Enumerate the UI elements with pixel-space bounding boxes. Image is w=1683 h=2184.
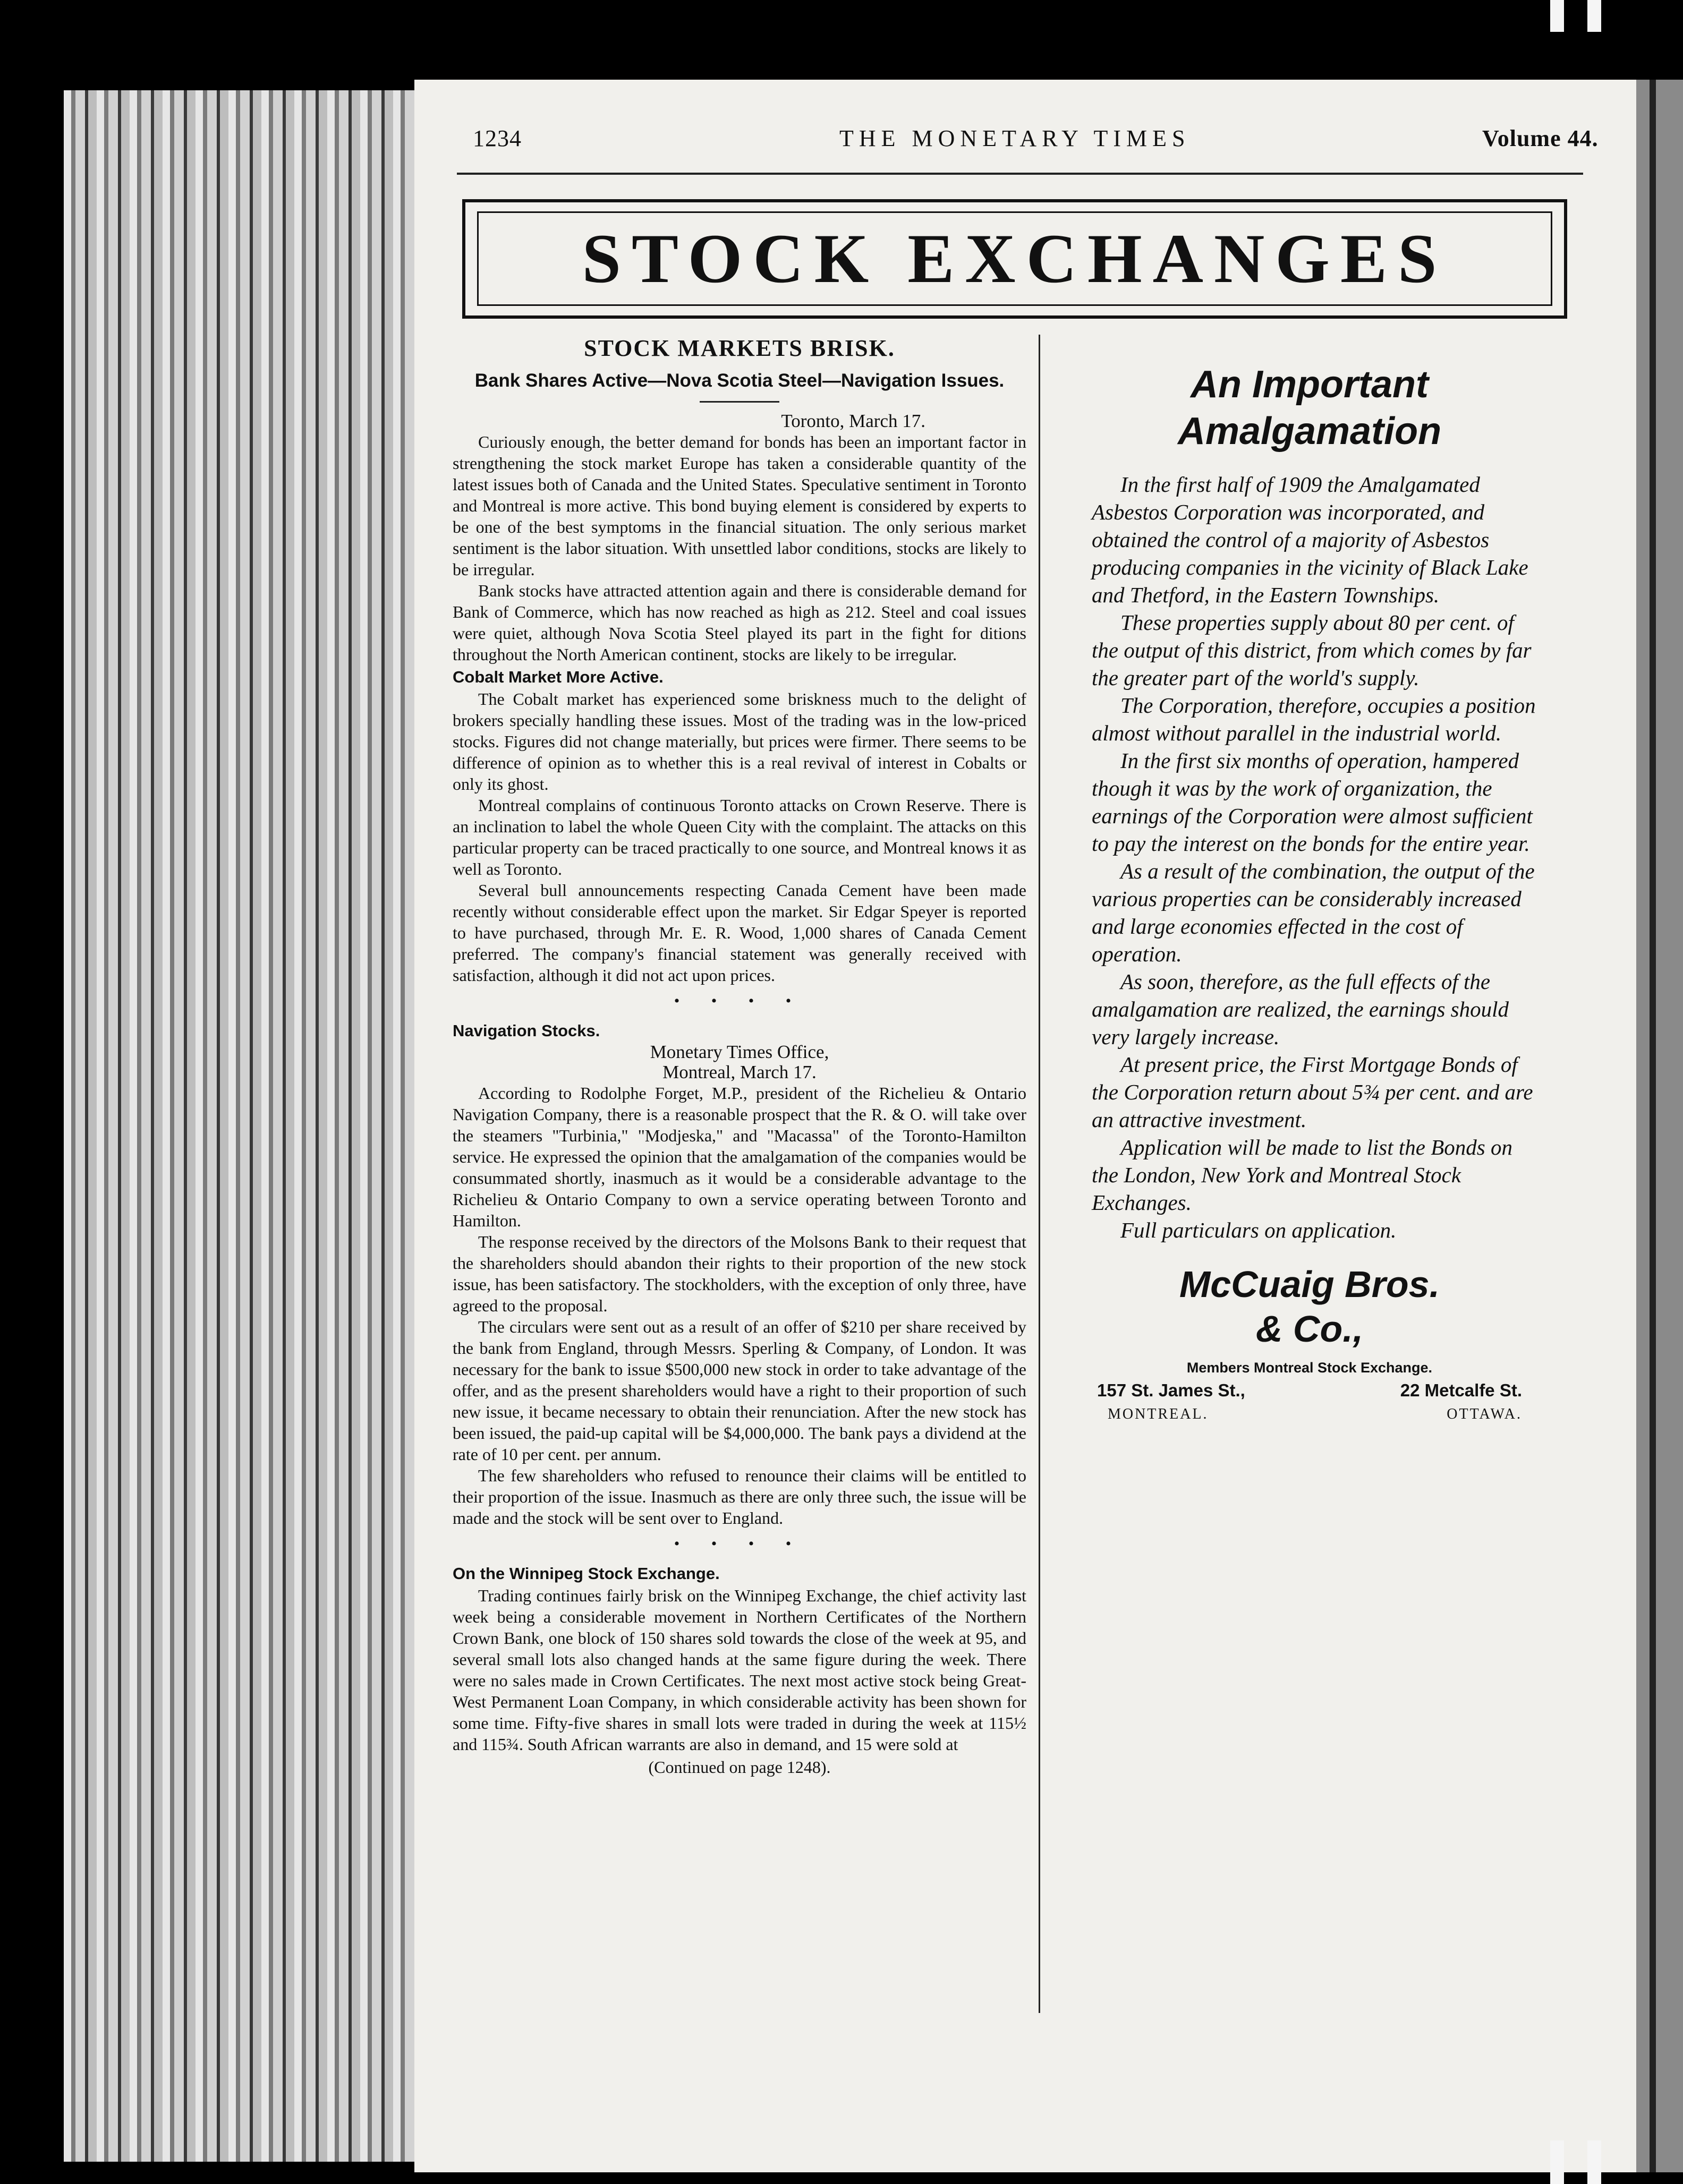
ad-firm-name <box>1055 1262 1565 1351</box>
article-paragraph: According to Rodolphe Forget, M.P., president of the Richelieu & Ontario Navigation Company, there is a reasonable prospect that the R. & O. will take over the steamers "Turbinia," "Modjeska," and "Macassa" of the Toronto-Hamilton service. He expressed the opinion that the amalgamation of the companies would be consummated shortly, inasmuch as it would be a considerable advantage to the Richelieu & Ontario Company to own a service operating between Toronto and Hamilton. <box>453 1084 1026 1230</box>
article-paragraph: The Cobalt market has experienced some briskness much to the delight of brokers specially handling these issues. Most of the trading was in the low-priced stocks. Figures did not change materially, but prices were firmer. There seems to be difference of opinion as to whether this is a real revival of interest in Cobalts or only its ghost. <box>453 689 1026 794</box>
ad-addresses <box>1055 1380 1565 1401</box>
ad-city-ottawa: OTTAWA. <box>1447 1406 1522 1422</box>
header-rule <box>457 173 1583 175</box>
continued-notice: (Continued on page 1248). <box>648 1758 831 1777</box>
subhead-winnipeg: On the Winnipeg Stock Exchange. <box>453 1564 720 1583</box>
ad-headline <box>1055 361 1565 455</box>
scan-mark <box>1587 2140 1601 2184</box>
article-dateline: Toronto, March 17. <box>781 411 925 431</box>
subhead-cobalt: Cobalt Market More Active. <box>453 668 664 686</box>
facing-page-gutter <box>1650 80 1656 2172</box>
ad-paragraph: At present price, the First Mortgage Bonds of the Corporation return about 5¾ per cent. and are an attractive investment. <box>1092 1052 1533 1132</box>
article-paragraph: Montreal complains of continuous Toronto attacks on Crown Reserve. There is an inclination to label the whole Queen City with the complaint. The attacks on this particular property can be traced practically to one source, and Montreal knows it as well as Toronto. <box>453 796 1026 878</box>
article-paragraph: The circulars were sent out as a result of an offer of $210 per share received by the bank from England, through Messrs. Sperling & Company, of London. It was necessary for the bank to issue $500,000 new stock in order to take advantage of the offer, and as the present shareholders would have a right to their proportion of such new issue, it became necessary to obtain their renunciation. After the new stock has been issued, the paid-up capital will be $4,000,000. The bank pays a dividend at the rate of 10 per cent. per annum. <box>453 1317 1026 1464</box>
section-title: STOCK EXCHANGES <box>582 219 1448 297</box>
ad-paragraph: In the first six months of operation, hampered though it was by the work of organization, the earnings of the Corporation were almost sufficient to pay the interest on the bonds for the entire year. <box>1092 748 1533 856</box>
navigation-dateline-office: Monetary Times Office, <box>650 1042 829 1062</box>
ad-headline-line2: Amalgamation <box>1177 410 1442 453</box>
ad-paragraph: The Corporation, therefore, occupies a position almost without parallel in the industrial world. <box>1092 693 1536 745</box>
article-paragraph: The response received by the directors of the Molsons Bank to their request that the shareholders should abandon their rights to their proportion of the new stock issue, has been satisfactory. The stockholders, with the exception of only three, have agreed to the proposal. <box>453 1232 1026 1315</box>
ad-paragraph: In the first half of 1909 the Amalgamated Asbestos Corporation was incorporated, and obtained the control of a majority of Asbestos producing companies in the vicinity of Black Lake and Thetford, in the Eastern Townships. <box>1092 472 1528 607</box>
article-deck: Bank Shares Active—Nova Scotia Steel—Navigation Issues. <box>474 370 1005 391</box>
ad-membership: Members Montreal Stock Exchange. <box>1186 1360 1433 1376</box>
ad-city-montreal: MONTREAL. <box>1108 1406 1209 1422</box>
book-binding-edge <box>64 90 414 2162</box>
scan-mark <box>1550 2140 1564 2184</box>
subhead-navigation: Navigation Stocks. <box>453 1021 600 1040</box>
advertisement <box>1055 361 1565 1423</box>
ad-paragraph: As soon, therefore, as the full effects of the amalgamation are realized, the earnings should very largely increase. <box>1092 969 1509 1049</box>
section-separator: • • • • <box>674 1535 805 1552</box>
article-paragraph: Bank stocks have attracted attention again and there is considerable demand for Bank of Commerce, which has now reached as high as 212. Steel and coal issues were quiet, although Nova Scotia Steel played its part in the fight for ditions throughout the North American continent, stocks are likely to be irregular. <box>453 581 1026 664</box>
ad-address-ottawa: 22 Metcalfe St. <box>1400 1380 1522 1400</box>
article-column <box>453 335 1026 1777</box>
navigation-dateline-city: Montreal, March 17. <box>662 1062 817 1082</box>
ad-headline-line1: An Important <box>1191 363 1429 406</box>
ad-address-montreal: 157 St. James St., <box>1097 1380 1245 1400</box>
facing-page-edge <box>1636 80 1683 2172</box>
article-paragraph: The few shareholders who refused to renounce their claims will be entitled to their proportion of the issue. Inasmuch as there are only three such, the issue will be made and the stock will be sent over to England. <box>453 1466 1026 1528</box>
ad-paragraph: These properties supply about 80 per cent. of the output of this district, from which comes by far the greater part of the world's supply. <box>1092 610 1532 690</box>
article-paragraph: Curiously enough, the better demand for bonds has been an important factor in strengthening the stock market Europe has taken a considerable quantity of the latest issues both of Canada and the United States. Speculative sentiment in Toronto and Montreal is more active. This bond buying element is considered by experts to be one of the best symptoms in the financial situation. The only serious market sentiment is the labor situation. With unsettled labor conditions, stocks are likely to be irregular. <box>453 432 1026 579</box>
headline-rule <box>700 401 779 403</box>
article-paragraph: Several bull announcements respecting Canada Cement have been made recently without considerable effect upon the market. Sir Edgar Speyer is reported to have purchased, through Mr. E. R. Wood, 1,000 shares of Canada Cement preferred. The company's financial statement was generally received with satisfaction, although it did not act upon prices. <box>453 881 1026 985</box>
section-separator: • • • • <box>674 992 805 1010</box>
ad-paragraph: Full particulars on application. <box>1120 1218 1397 1242</box>
page-number: 1234 <box>473 125 522 151</box>
ad-firm-line2: & Co., <box>1255 1308 1364 1350</box>
scan-mark <box>1550 0 1564 32</box>
ad-paragraph: Application will be made to list the Bonds on the London, New York and Montreal Stock Exchanges. <box>1092 1135 1512 1215</box>
ad-paragraph: As a result of the combination, the output of the various properties can be considerably increased and large economies effected in the cost of operation. <box>1092 859 1535 966</box>
scan-mark <box>1587 0 1601 32</box>
article-headline: STOCK MARKETS BRISK. <box>584 335 895 361</box>
publication-title: THE MONETARY TIMES <box>839 125 1191 151</box>
volume-label: Volume 44. <box>1482 125 1599 151</box>
ad-firm-line1: McCuaig Bros. <box>1179 1264 1440 1305</box>
column-rule <box>1039 335 1040 2013</box>
ad-cities <box>1055 1401 1565 1423</box>
article-paragraph: Trading continues fairly brisk on the Winnipeg Exchange, the chief activity last week being a considerable movement in Northern Certificates of the Northern Crown Bank, one block of 150 shares sold towards the close of the week at 95, and several small lots also changed hands at the same figure during the week. There were no sales made in Crown Certificates. The next most active stock being Great-West Permanent Loan Company, in which considerable activity has been shown for some time. Fifty-five shares in small lots were traded in during the week at 115½ and 115¾. South African warrants are also in demand, and 15 were sold at <box>453 1586 1026 1754</box>
